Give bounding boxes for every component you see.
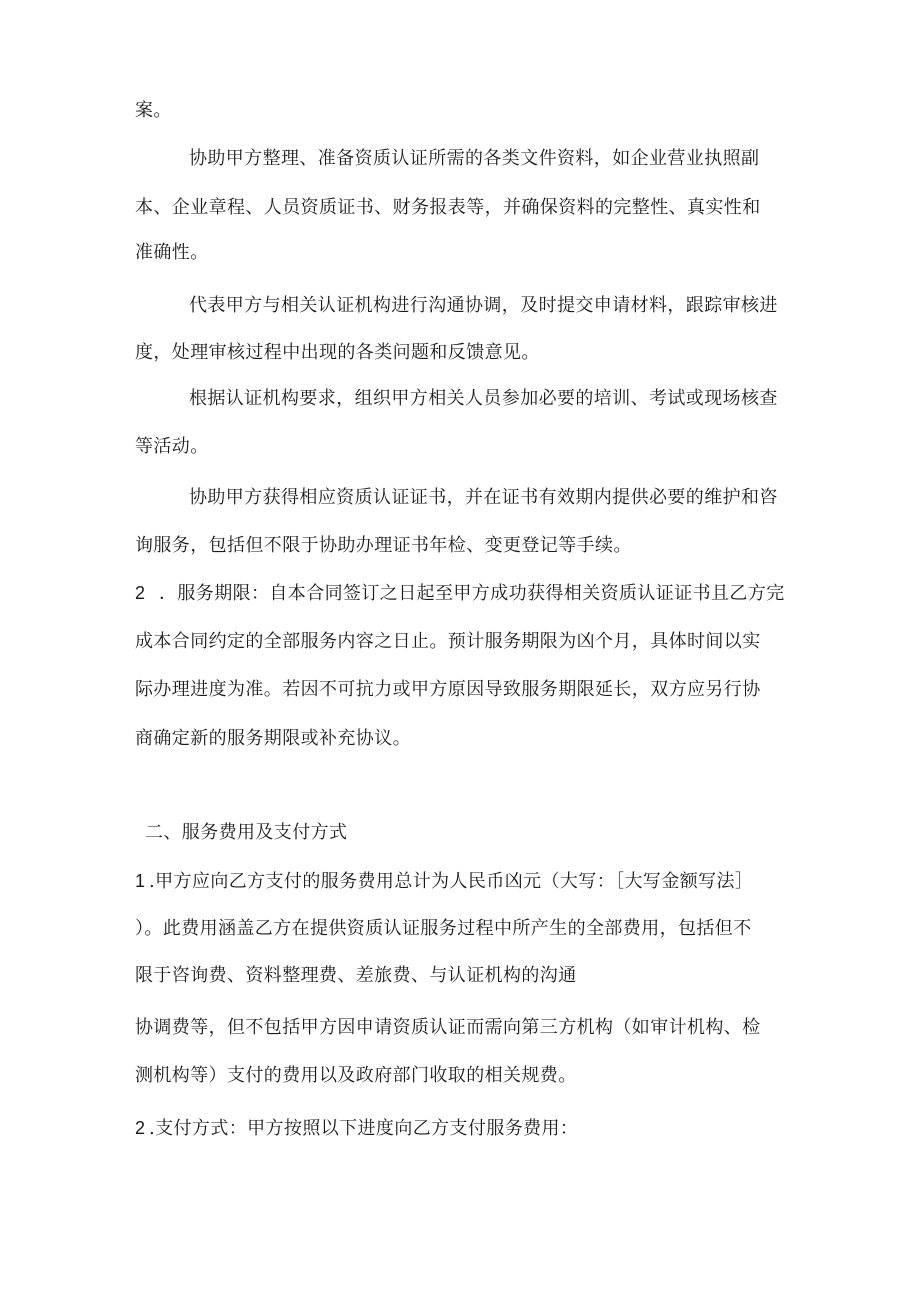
paragraph-line: 准确性。 — [135, 242, 209, 263]
paragraph-line: 协调费等，但不包括甲方因申请资质认证而需向第三方机构（如审计机构、检 — [135, 1017, 761, 1038]
paragraph-line: 协助甲方整理、准备资质认证所需的各类文件资料，如企业营业执照副 — [189, 148, 760, 169]
paragraph-line: ）。此费用涵盖乙方在提供资质认证服务过程中所产生的全部费用，包括但不 — [135, 918, 752, 939]
item-text: .甲方应向乙方支付的服务费用总计为人民币凶元（大写：［大写金额写法］ — [149, 871, 754, 892]
paragraph-line: 代表甲方与相关认证机构进行沟通协调，及时提交申请材料，跟踪审核进 — [189, 295, 778, 316]
paragraph-line: 等活动。 — [135, 436, 209, 457]
item-number: 2 — [135, 1118, 146, 1138]
paragraph-line: 测机构等）支付的费用以及政府部门收取的相关规费。 — [135, 1065, 577, 1086]
text-line: 案。 — [135, 100, 172, 121]
paragraph-line: 协助甲方获得相应资质认证证书，并在证书有效期内提供必要的维护和咨 — [189, 487, 778, 508]
numbered-item-line — [135, 580, 785, 607]
paragraph-line: 限于咨询费、资料整理费、差旅费、与认证机构的沟通 — [135, 965, 577, 986]
paragraph-line: 度，处理审核过程中出现的各类问题和反馈意见。 — [135, 342, 540, 363]
paragraph-line: 成本合同约定的全部服务内容之日止。预计服务期限为凶个月，具体时间以实 — [135, 631, 761, 652]
paragraph-line: 根据认证机构要求，组织甲方相关人员参加必要的培训、考试或现场核查 — [189, 388, 778, 409]
item-text: .支付方式：甲方按照以下进度向乙方支付服务费用： — [149, 1118, 579, 1139]
section-heading: 二、服务费用及支付方式 — [145, 822, 348, 843]
numbered-item-line — [135, 868, 785, 895]
paragraph-line: 商确定新的服务期限或补充协议。 — [135, 728, 411, 749]
paragraph-line: 际办理进度为准。若因不可抗力或甲方原因导致服务期限延长，双方应另行协 — [135, 679, 761, 700]
paragraph-line: 本、企业章程、人员资质证书、财务报表等，并确保资料的完整性、真实性和 — [135, 197, 761, 218]
item-number: 1 — [135, 871, 146, 891]
item-number: 2 — [135, 583, 146, 603]
item-text: ．服务期限：自本合同签订之日起至甲方成功获得相关资质认证证书且乙方完 — [159, 583, 785, 604]
paragraph-line: 询服务，包括但不限于协助办理证书年检、变更登记等手续。 — [135, 535, 632, 556]
numbered-item-line — [135, 1115, 785, 1142]
